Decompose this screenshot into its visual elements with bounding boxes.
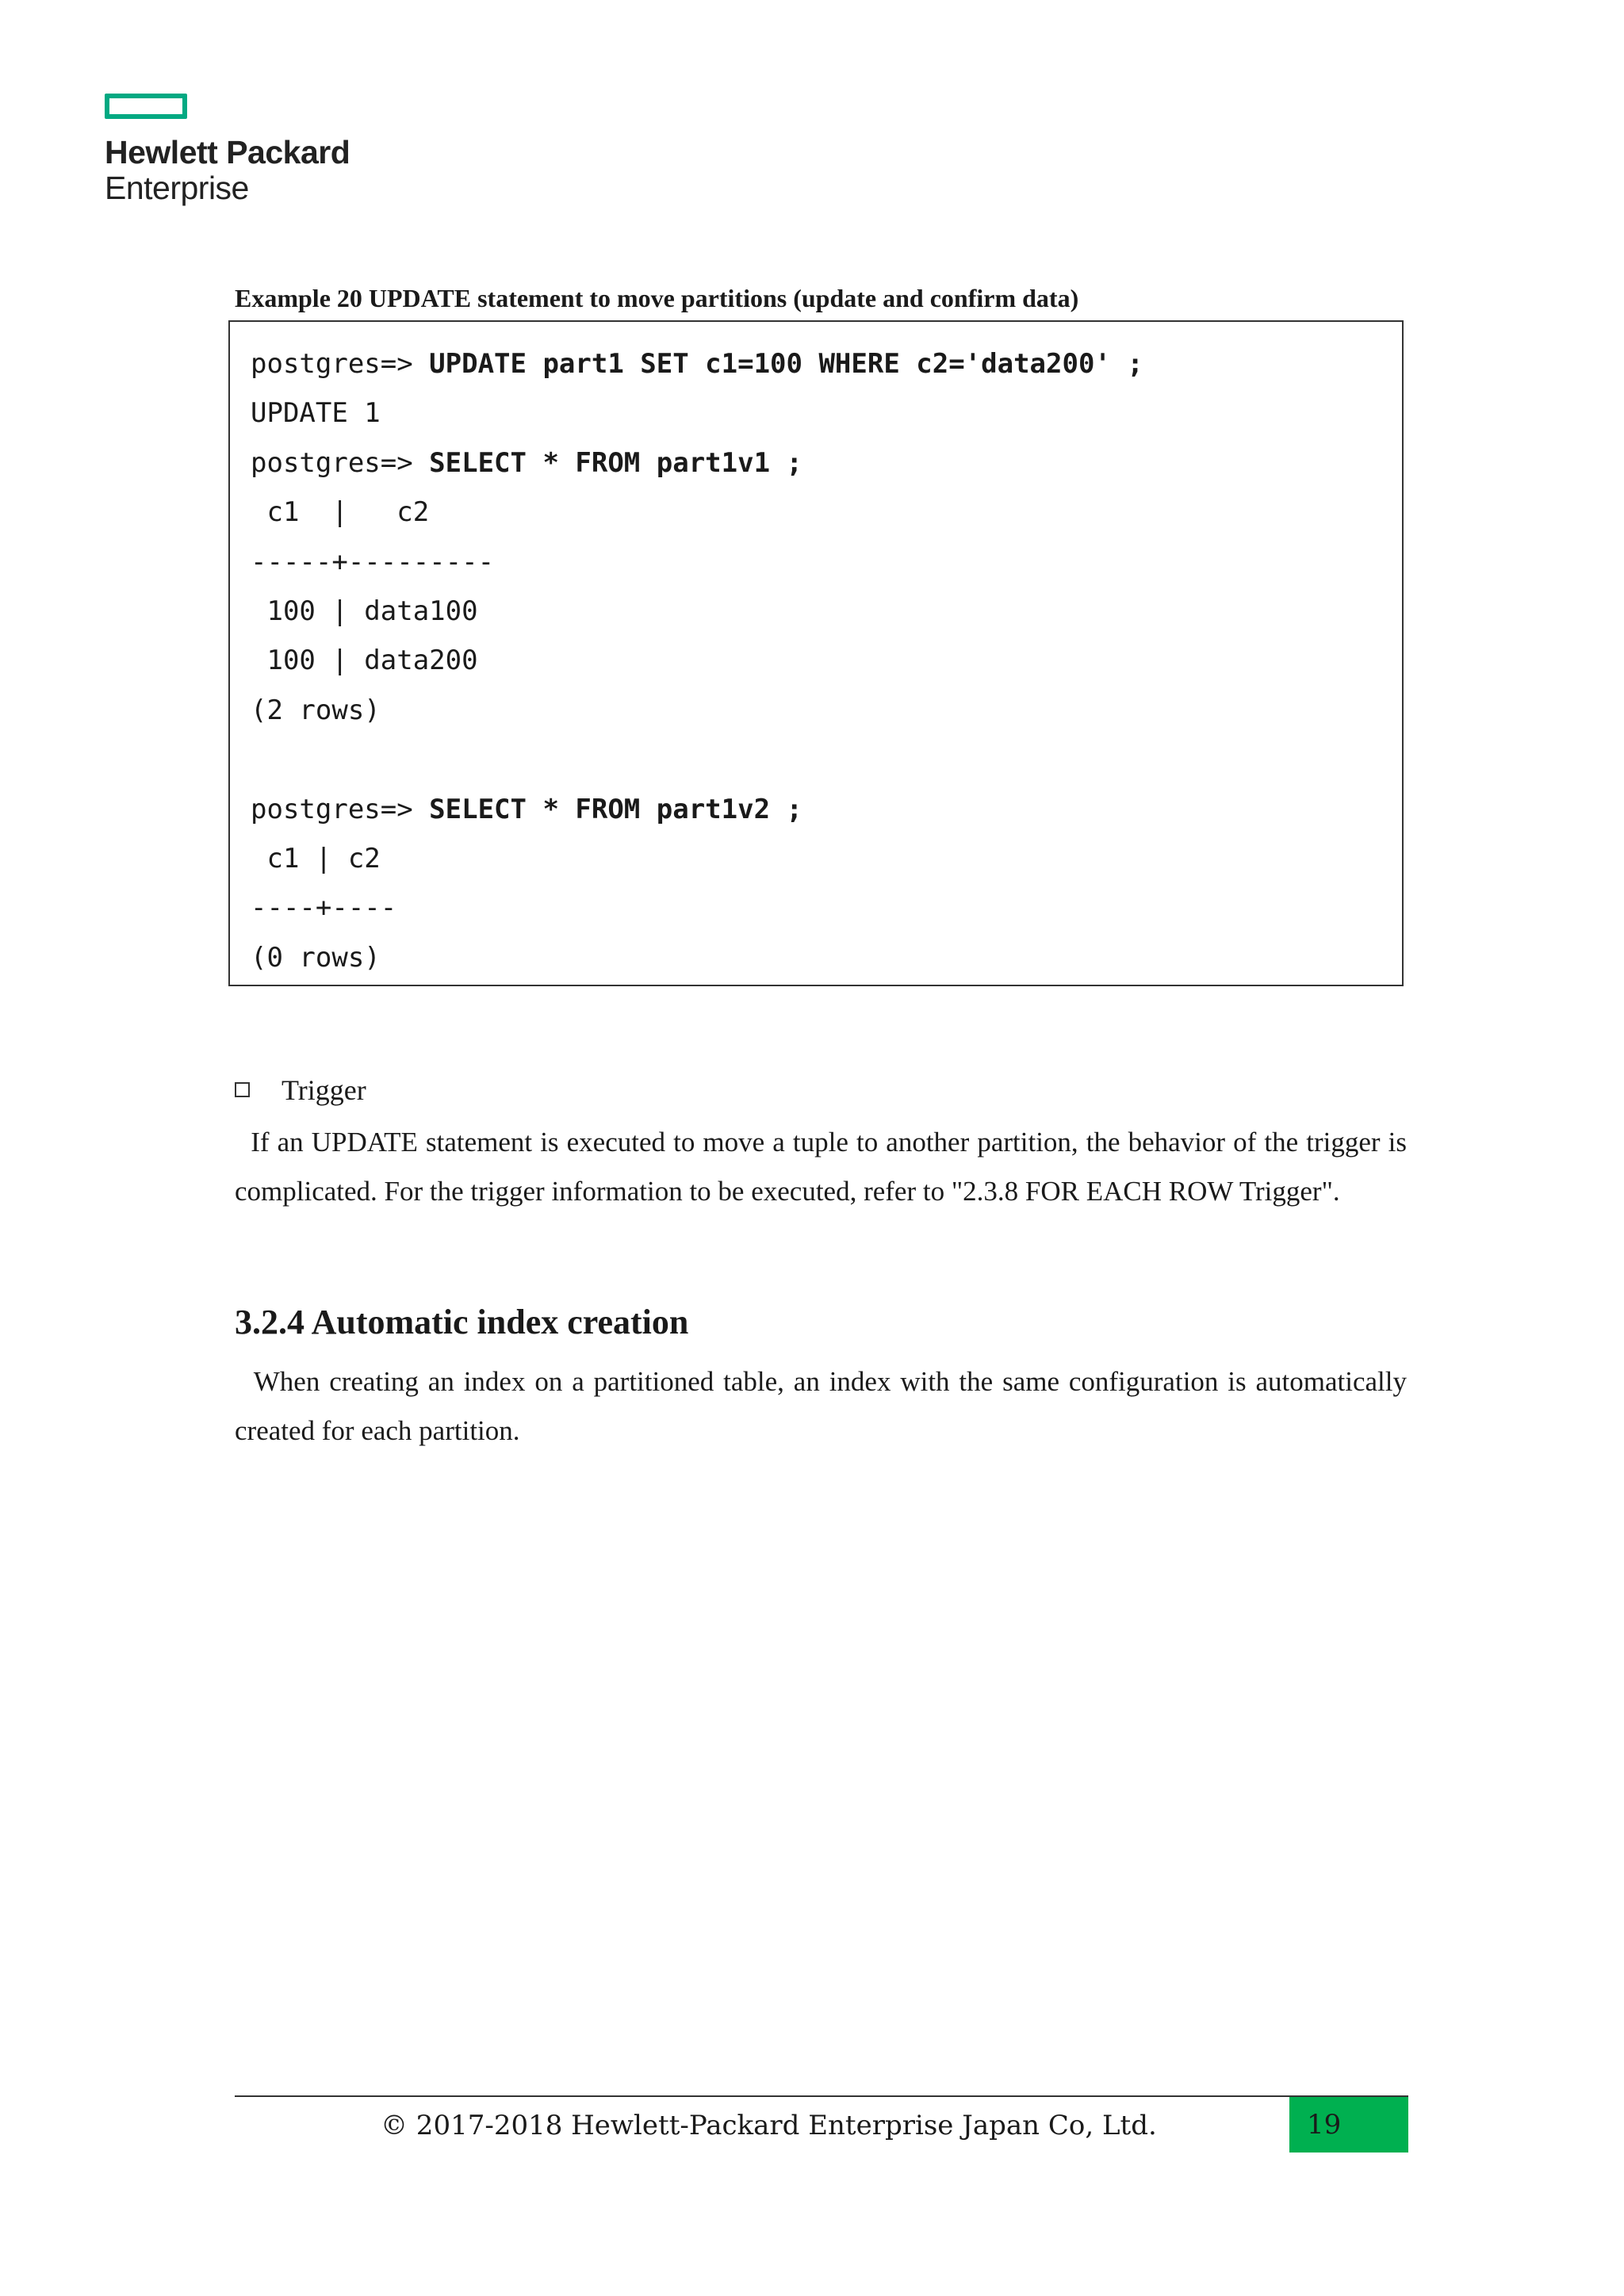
trigger-bullet bbox=[235, 1072, 366, 1108]
code-line: -----+--------- bbox=[251, 545, 495, 578]
code-line: (0 rows) bbox=[251, 941, 381, 974]
code-line bbox=[251, 785, 1402, 834]
code-command: SELECT * FROM part1v1 ; bbox=[429, 446, 802, 479]
code-line bbox=[251, 438, 1402, 488]
code-line: ----+---- bbox=[251, 892, 397, 924]
code-line bbox=[251, 339, 1402, 388]
section-heading: 3.2.4 Automatic index creation bbox=[235, 1303, 689, 1341]
code-command: SELECT * FROM part1v2 ; bbox=[429, 793, 802, 825]
square-bullet-icon bbox=[235, 1082, 250, 1097]
trigger-paragraph: If an UPDATE statement is executed to move a tuple to another partition, the behavior of the trigger is complicated. For the trigger information to be executed, refer to "2.3.8 FOR EACH ROW Trigger". bbox=[235, 1127, 1414, 1207]
example-caption: Example 20 UPDATE statement to move partitions (update and confirm data) bbox=[235, 284, 1079, 312]
code-line: c1 | c2 bbox=[251, 496, 430, 529]
logo-text-line2: Enterprise bbox=[105, 170, 249, 206]
code-line: 100 | data200 bbox=[251, 645, 478, 677]
logo-text-line1: Hewlett Packard bbox=[105, 134, 350, 170]
footer-copyright: © 2017-2018 Hewlett-Packard Enterprise Japan Co, Ltd. bbox=[381, 2110, 1157, 2141]
code-prompt: postgres=> bbox=[251, 446, 430, 479]
footer-rule bbox=[235, 2095, 1408, 2097]
code-command: UPDATE part1 SET c1=100 WHERE c2='data200' ; bbox=[429, 348, 1143, 380]
hpe-logo-bar bbox=[105, 94, 187, 119]
code-line: c1 | c2 bbox=[251, 842, 381, 874]
code-prompt: postgres=> bbox=[251, 348, 430, 380]
page-number-badge bbox=[1289, 2097, 1408, 2152]
hpe-logo bbox=[105, 94, 350, 206]
index-paragraph: When creating an index on a partitioned table, an index with the same configuration is automatically created for each partition. bbox=[235, 1366, 1414, 1446]
code-line: UPDATE 1 bbox=[251, 397, 381, 430]
code-line: 100 | data100 bbox=[251, 595, 478, 627]
code-prompt: postgres=> bbox=[251, 793, 430, 825]
code-line-blank bbox=[251, 735, 1402, 784]
trigger-label: Trigger bbox=[282, 1074, 366, 1106]
code-block bbox=[228, 320, 1404, 986]
page-number: 19 bbox=[1307, 2109, 1342, 2141]
code-line: (2 rows) bbox=[251, 694, 381, 726]
